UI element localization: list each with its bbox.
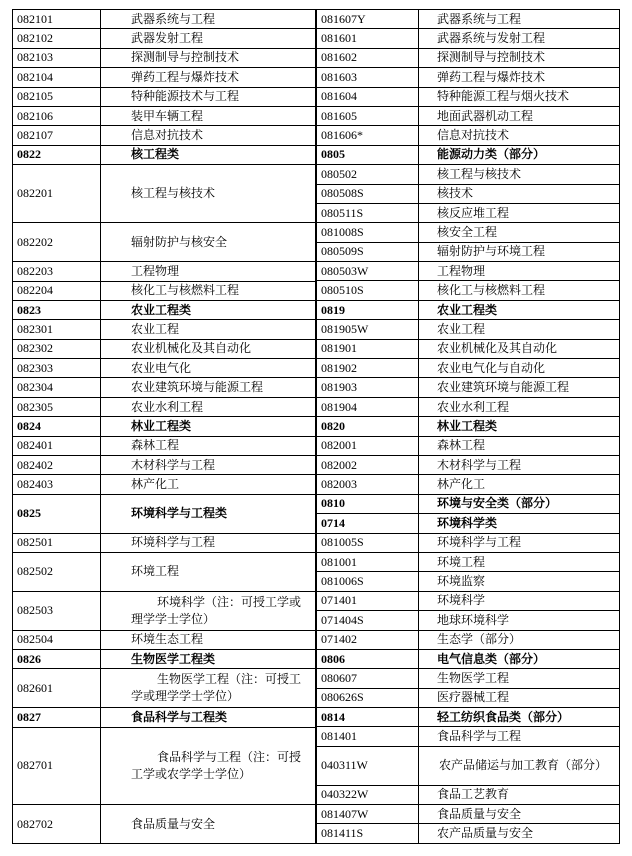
table-row (317, 455, 620, 474)
table-row (317, 184, 620, 203)
table-row (317, 785, 620, 804)
major-name: 农业机械化及其自动化 (101, 339, 316, 358)
major-name: 生态学（部分） (419, 630, 620, 649)
major-code: 081901 (317, 339, 419, 358)
table-row (317, 359, 620, 378)
major-name: 食品工艺教育 (419, 785, 620, 804)
major-code: 082104 (13, 68, 101, 87)
major-catalog-sheet (12, 9, 619, 843)
table-row (13, 68, 316, 87)
table-row (317, 203, 620, 222)
major-name: 环境科学 (419, 591, 620, 610)
category-code: 0826 (13, 649, 101, 668)
category-row (317, 708, 620, 727)
category-name: 食品科学与工程类 (101, 708, 316, 727)
major-code: 081904 (317, 397, 419, 416)
major-code: 082103 (13, 48, 101, 67)
major-name: 农业工程 (419, 320, 620, 339)
major-name: 核化工与核燃料工程 (101, 281, 316, 300)
major-name: 森林工程 (419, 436, 620, 455)
major-name: 环境工程 (101, 552, 316, 591)
category-name: 环境与安全类（部分） (419, 494, 620, 513)
table-row (13, 456, 316, 475)
category-row (13, 417, 316, 436)
category-name: 电气信息类（部分） (419, 649, 620, 668)
category-row (13, 300, 316, 319)
major-code: 071402 (317, 630, 419, 649)
table-row (317, 533, 620, 552)
table-row (13, 262, 316, 281)
table-row (317, 262, 620, 281)
major-name: 木材科学与工程 (101, 456, 316, 475)
major-code: 081001 (317, 552, 419, 571)
major-code: 082305 (13, 397, 101, 416)
major-name: 地球环境科学 (419, 611, 620, 630)
major-name: 食品科学与工程（注：可授工学或农学学士学位） (101, 727, 316, 805)
major-code: 040322W (317, 785, 419, 804)
major-code: 082202 (13, 223, 101, 262)
major-code: 081407W (317, 805, 419, 824)
major-code: 081008S (317, 223, 419, 242)
category-row (13, 649, 316, 668)
table-row (317, 805, 620, 824)
table-row (13, 359, 316, 378)
major-code: 080607 (317, 669, 419, 688)
major-name: 装甲车辆工程 (101, 106, 316, 125)
table-row (317, 281, 620, 300)
major-code: 081604 (317, 87, 419, 106)
category-code: 0819 (317, 300, 419, 319)
major-code: 081401 (317, 727, 419, 746)
old-catalog-table (316, 9, 620, 844)
table-row (13, 378, 316, 397)
table-row (13, 29, 316, 48)
major-code: 081006S (317, 572, 419, 591)
category-row (317, 300, 620, 319)
table-row (13, 630, 316, 649)
major-code: 082003 (317, 475, 419, 494)
major-code: 082501 (13, 533, 101, 552)
table-row (317, 10, 620, 29)
major-name: 农业电气化与自动化 (419, 359, 620, 378)
table-row (317, 611, 620, 630)
major-code: 080508S (317, 184, 419, 203)
table-row (13, 339, 316, 358)
major-name: 辐射防护与环境工程 (419, 242, 620, 261)
major-name: 林产化工 (419, 475, 620, 494)
category-code: 0822 (13, 145, 101, 164)
major-code: 082504 (13, 630, 101, 649)
table-row (317, 106, 620, 125)
category-name: 环境科学类 (419, 514, 620, 533)
category-code: 0810 (317, 494, 419, 513)
table-row (13, 223, 316, 262)
table-row (13, 533, 316, 552)
table-row (317, 746, 620, 785)
table-row (13, 106, 316, 125)
major-name: 环境工程 (419, 552, 620, 571)
major-name: 农业水利工程 (419, 397, 620, 416)
category-code: 0814 (317, 708, 419, 727)
major-name: 环境生态工程 (101, 630, 316, 649)
major-code: 080626S (317, 688, 419, 707)
major-name: 武器发射工程 (101, 29, 316, 48)
category-row (13, 145, 316, 164)
table-row (13, 87, 316, 106)
table-row (13, 10, 316, 29)
table-row (13, 436, 316, 455)
major-code: 081603 (317, 68, 419, 87)
major-name: 辐射防护与核安全 (101, 223, 316, 262)
major-code: 080503W (317, 262, 419, 281)
table-row (13, 320, 316, 339)
major-code: 082701 (13, 727, 101, 805)
major-code: 081607Y (317, 10, 419, 29)
major-code: 082502 (13, 552, 101, 591)
table-row (317, 397, 620, 416)
table-row (317, 87, 620, 106)
major-name: 医疗器械工程 (419, 688, 620, 707)
major-name: 木材科学与工程 (419, 455, 620, 474)
major-name: 环境科学与工程 (419, 533, 620, 552)
table-row (317, 572, 620, 591)
major-code: 082301 (13, 320, 101, 339)
major-name: 核工程与核技术 (419, 165, 620, 184)
category-row (13, 494, 316, 533)
major-name: 核安全工程 (419, 223, 620, 242)
major-name: 特种能源技术与工程 (101, 87, 316, 106)
major-name: 武器系统与工程 (419, 10, 620, 29)
category-code: 0805 (317, 145, 419, 164)
table-row (317, 29, 620, 48)
category-name: 环境科学与工程类 (101, 494, 316, 533)
major-name: 核工程与核技术 (101, 165, 316, 223)
table-row (13, 591, 316, 630)
category-row (13, 708, 316, 727)
major-code: 082503 (13, 591, 101, 630)
major-name: 农业工程 (101, 320, 316, 339)
major-name: 农业建筑环境与能源工程 (419, 378, 620, 397)
table-row (317, 126, 620, 145)
major-name: 特种能源工程与烟火技术 (419, 87, 620, 106)
major-name: 工程物理 (419, 262, 620, 281)
category-name: 生物医学工程类 (101, 649, 316, 668)
major-name: 核技术 (419, 184, 620, 203)
major-code: 082303 (13, 359, 101, 378)
table-row (317, 475, 620, 494)
major-code: 081605 (317, 106, 419, 125)
category-code: 0806 (317, 649, 419, 668)
major-code: 082403 (13, 475, 101, 494)
major-code: 071404S (317, 611, 419, 630)
category-code: 0825 (13, 494, 101, 533)
major-name: 农业机械化及其自动化 (419, 339, 620, 358)
major-code: 080502 (317, 165, 419, 184)
major-code: 081606* (317, 126, 419, 145)
table-row (317, 688, 620, 707)
table-row (317, 242, 620, 261)
major-name: 生物医学工程 (419, 669, 620, 688)
major-name: 林产化工 (101, 475, 316, 494)
category-row (317, 494, 620, 513)
table-row (317, 378, 620, 397)
table-row (317, 727, 620, 746)
category-name: 轻工纺织食品类（部分） (419, 708, 620, 727)
table-row (317, 339, 620, 358)
major-code: 082702 (13, 805, 101, 844)
major-name: 核反应堆工程 (419, 203, 620, 222)
major-code: 082102 (13, 29, 101, 48)
table-row (13, 281, 316, 300)
table-row (13, 727, 316, 805)
major-code: 082201 (13, 165, 101, 223)
major-name: 环境科学与工程 (101, 533, 316, 552)
table-row (317, 68, 620, 87)
category-name: 农业工程类 (419, 300, 620, 319)
major-name: 核化工与核燃料工程 (419, 281, 620, 300)
table-row (13, 397, 316, 416)
table-row (317, 630, 620, 649)
major-name: 信息对抗技术 (101, 126, 316, 145)
major-code: 071401 (317, 591, 419, 610)
table-row (317, 669, 620, 688)
major-name: 环境监察 (419, 572, 620, 591)
table-row (317, 48, 620, 67)
major-name: 食品质量与安全 (419, 805, 620, 824)
category-code: 0820 (317, 417, 419, 436)
table-row (13, 126, 316, 145)
table-row (13, 475, 316, 494)
major-code: 081903 (317, 378, 419, 397)
major-name: 武器系统与工程 (101, 10, 316, 29)
major-name: 生物医学工程（注：可授工学或理学学士学位） (101, 669, 316, 708)
major-code: 082304 (13, 378, 101, 397)
major-code: 082101 (13, 10, 101, 29)
major-code: 082105 (13, 87, 101, 106)
major-code: 082001 (317, 436, 419, 455)
major-name: 探测制导与控制技术 (419, 48, 620, 67)
major-name: 农业建筑环境与能源工程 (101, 378, 316, 397)
table-row (317, 436, 620, 455)
major-code: 080509S (317, 242, 419, 261)
major-name: 环境科学（注：可授工学或理学学士学位） (101, 591, 316, 630)
major-name: 农产品质量与安全 (419, 824, 620, 843)
major-code: 082106 (13, 106, 101, 125)
category-row (317, 649, 620, 668)
major-name: 信息对抗技术 (419, 126, 620, 145)
major-code: 081411S (317, 824, 419, 843)
major-name: 弹药工程与爆炸技术 (419, 68, 620, 87)
major-code: 082401 (13, 436, 101, 455)
category-name: 农业工程类 (101, 300, 316, 319)
table-row (13, 165, 316, 223)
category-name: 林业工程类 (101, 417, 316, 436)
major-code: 082302 (13, 339, 101, 358)
major-name: 食品质量与安全 (101, 805, 316, 844)
category-code: 0827 (13, 708, 101, 727)
major-name: 农产品储运与加工教育（部分） (419, 746, 620, 785)
table-row (13, 805, 316, 844)
major-code: 081905W (317, 320, 419, 339)
category-code: 0714 (317, 514, 419, 533)
major-name: 农业水利工程 (101, 397, 316, 416)
major-code: 081902 (317, 359, 419, 378)
major-name: 探测制导与控制技术 (101, 48, 316, 67)
table-row (317, 320, 620, 339)
major-code: 081601 (317, 29, 419, 48)
major-code: 082002 (317, 455, 419, 474)
major-code: 082402 (13, 456, 101, 475)
table-row (13, 48, 316, 67)
table-row (317, 824, 620, 843)
major-code: 081602 (317, 48, 419, 67)
major-name: 地面武器机动工程 (419, 106, 620, 125)
major-code: 082203 (13, 262, 101, 281)
major-code: 080511S (317, 203, 419, 222)
category-code: 0824 (13, 417, 101, 436)
major-name: 武器系统与发射工程 (419, 29, 620, 48)
table-row (317, 165, 620, 184)
major-code: 082601 (13, 669, 101, 708)
major-code: 081005S (317, 533, 419, 552)
major-name: 工程物理 (101, 262, 316, 281)
major-name: 森林工程 (101, 436, 316, 455)
major-name: 弹药工程与爆炸技术 (101, 68, 316, 87)
category-name: 能源动力类（部分） (419, 145, 620, 164)
category-name: 林业工程类 (419, 417, 620, 436)
major-name: 食品科学与工程 (419, 727, 620, 746)
table-row (13, 552, 316, 591)
major-name: 农业电气化 (101, 359, 316, 378)
major-code: 080510S (317, 281, 419, 300)
table-row (13, 669, 316, 708)
table-row (317, 223, 620, 242)
major-code: 082204 (13, 281, 101, 300)
major-code: 040311W (317, 746, 419, 785)
category-row (317, 514, 620, 533)
table-row (317, 591, 620, 610)
category-name: 核工程类 (101, 145, 316, 164)
category-row (317, 145, 620, 164)
category-code: 0823 (13, 300, 101, 319)
category-row (317, 417, 620, 436)
table-row (317, 552, 620, 571)
major-code: 082107 (13, 126, 101, 145)
new-catalog-table (12, 9, 316, 844)
